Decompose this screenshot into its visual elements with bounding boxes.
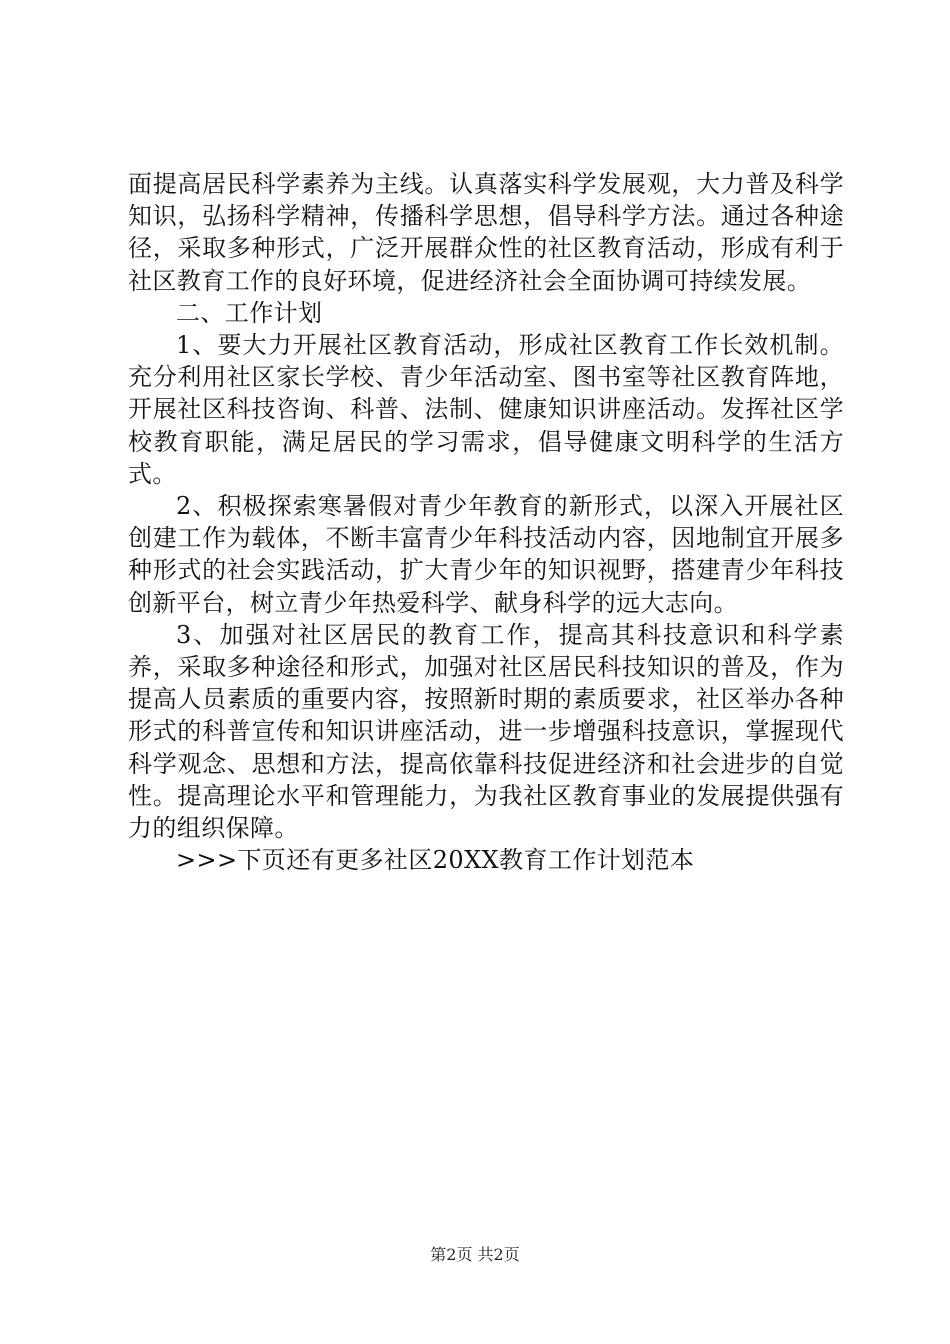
section-heading-work-plan: 二、工作计划 bbox=[176, 298, 323, 327]
paragraph-plan-item-1: 1、要大力开展社区教育活动，形成社区教育工作长效机制。充分利用社区家长学校、青少年活动室、图书室等社区教育阵地，开展社区科技咨询、科普、法制、健康知识讲座活动。发挥社区学校教育职能，满足居民的学习需求，倡导健康文明科学的生活方式。 bbox=[128, 331, 844, 488]
paragraph-intro-continuation: 面提高居民科学素养为主线。认真落实科学发展观，大力普及科学知识，弘扬科学精神，传播科学思想，倡导科学方法。通过各种途径，采取多种形式，广泛开展群众性的社区教育活动，形成有利于社区教育工作的良好环境，促进经济社会全面协调可持续发展。 bbox=[128, 170, 844, 295]
document-body bbox=[128, 168, 844, 876]
paragraph-plan-item-2: 2、积极探索寒暑假对青少年教育的新形式，以深入开展社区创建工作为载体，不断丰富青少年科技活动内容，因地制宜开展多种形式的社会实践活动，扩大青少年的知识视野，搭建青少年科技创新平台，树立青少年热爱科学、献身科学的远大志向。 bbox=[128, 492, 844, 617]
more-templates-link-text: >>>下页还有更多社区20XX教育工作计划范本 bbox=[176, 846, 695, 875]
paragraph-plan-item-3: 3、加强对社区居民的教育工作，提高其科技意识和科学素养，采取多种途径和形式，加强对社区居民科技知识的普及，作为提高人员素质的重要内容，按照新时期的素质要求，社区举办各种形式的科普宣传和知识讲座活动，进一步增强科技意识，掌握现代科学观念、思想和方法，提高依靠科技促进经济和社会进步的自觉性。提高理论水平和管理能力，为我社区教育事业的发展提供强有力的组织保障。 bbox=[128, 620, 844, 843]
page-number-footer: 第2页 共2页 bbox=[430, 1245, 520, 1264]
